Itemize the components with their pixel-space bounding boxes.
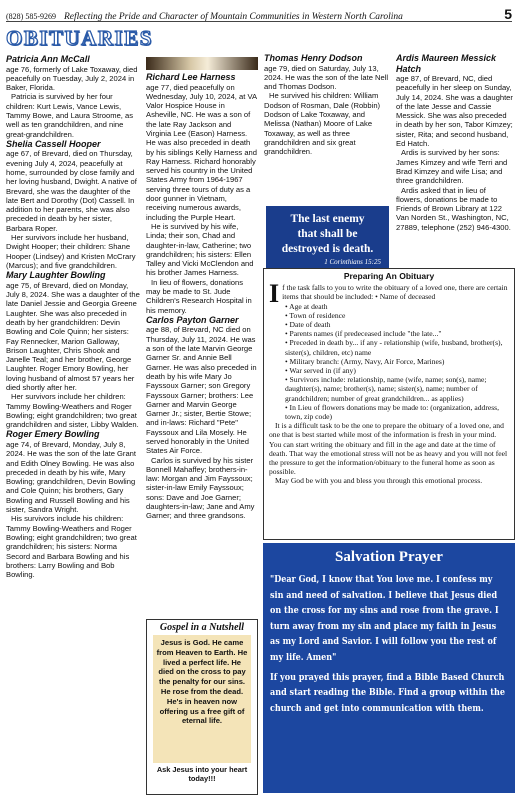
- page-header: [6, 6, 512, 22]
- gospel-box: [146, 619, 258, 795]
- obituary-text: Patricia is survived by her four children: Kurt Lewis, Vance Lewis, Tammy Bowe, and Laura Stroome, as well as ten grandchildren, and nine great-grandchildren.: [6, 92, 134, 139]
- checklist: [269, 302, 509, 422]
- checklist-item: • War served in (if any): [285, 366, 356, 376]
- gospel-body: Jesus is God. He came from Heaven to Earth. He lived a perfect life. He died on the cross to pay the penalty for our sins. He rose from the dead. He's in heaven now offering us a free gift of eternal life.: [153, 635, 251, 763]
- page-number: 5: [504, 6, 512, 22]
- obituary-name: Thomas Henry Dodson: [264, 53, 363, 63]
- obituary-name: Ardis Maureen Messick Hatch: [396, 53, 497, 74]
- obituary-column-1: [6, 54, 140, 796]
- obituary-text: age 87, of Brevard, NC, died peacefully in her sleep on Sunday, July 14, 2024. She was a daughter of the late Jesse and Cassie Messick. She was also preceded in death by her son, Tabor Kimzey; sister, Rita; and second husband, Ed Hatch.: [396, 74, 513, 149]
- salvation-prayer-box: [263, 543, 515, 793]
- obituary-name: Roger Emery Bowling: [6, 429, 100, 440]
- gospel-title: Gospel in a Nutshell: [159, 622, 245, 633]
- advice-text: It is a difficult task to be the one to prepare the obituary of a loved one, and one that is best started while most of the information is fresh in your mind. You can start writing the obituary and fill in the age and date at the time of death. That way the emotional stress will not be as heavy and you will not feel the pressure to get the information/obituary to the funeral home as soon as possible.: [269, 421, 508, 477]
- blessing-text: May God be with you and bless you through this emotional process.: [275, 476, 483, 486]
- checklist-item: • In Lieu of flowers donations may be made to: (organization, address, town, zip code): [285, 402, 500, 422]
- salvation-title: Salvation Prayer: [335, 549, 443, 565]
- photo-banner: [146, 57, 258, 70]
- tagline: Reflecting the Pride and Character of Mountain Communities in Western North Carolina: [64, 12, 403, 22]
- checklist-item: • Military branch: (Army, Navy, Air Force, Marines): [285, 356, 445, 366]
- box-title: Preparing An Obituary: [343, 271, 435, 281]
- obituary-column-2: [146, 57, 258, 617]
- drop-cap: I: [269, 279, 280, 309]
- obituary-text: Carlos is survived by his sister Bonnell Mahaffey; brothers-in-law: Morgan and Jim Fayssoux; sister-in-law Emily Fayssoux; sons: Dave and Joe Garner; daughters-in-law; Jane and Amy Garner; and three grandsons.: [146, 455, 255, 521]
- checklist-item: • Preceded in death by... if any - relationship (wife, husband, brother(s), sister(s), children, etc) name: [285, 338, 503, 357]
- section-title: OBITUARIES: [6, 26, 153, 50]
- gospel-footer: Ask Jesus into your heart today!!!: [156, 765, 248, 783]
- obituary-text: Ardis asked that in lieu of flowers, donations be made to Friends of Brown Library at 122 Van Norden St., Washington, NC, 27889, telephone (252) 946-4300.: [396, 185, 511, 232]
- prayer-text: "Dear God, I know that You love me. I confess my sin and need of salvation. I believe that Jesus died on the cross for my sins and rose from the grave. I turn away from my sin and place my faith in Jesus as my Lord and Savior. I will follow you the rest of my life. Amen": [270, 574, 499, 663]
- verse-line: that shall be: [297, 228, 358, 240]
- checklist-item: • Survivors include: relationship, name (wife, name; son(s), name; daughter(s), name; brother(s), name; sister(s), name; number of grandchildren; number of great grandchildren... as applies): [285, 375, 487, 403]
- obituary-text: age 75, of Brevard, died on Monday, July 8, 2024. She was a daughter of the late Daniel Jessie and Georgia Greene Laughter. She was also preceded in death by her grandchildren: Devin Bowling and Cole Quinn; her sisters: Fay Rennecker, Marion Galloway, Brison Laughter, Chris Shook and Janelle Teal; and her brother, George Laughter. Roger Emory Bowling, her loving husband of almost 57 years her died shortly after her.: [6, 280, 140, 392]
- obituary-text: age 77, died peacefully on Wednesday, July 10, 2024, at VA Valor Hospice House in Asheville, NC. He was a son of the late Ray Jackson and Virginia Lee (Eason) Harness. He was also preceded in death by his siblings Kelly Harness and Ray Harness. Richard honorably served his country in the United States Army from 1964-1967 serving three tours of duty as a door gunner in Vietnam, receiving numerous awards, including the Purple Heart.: [146, 82, 258, 222]
- verse-line: The last enemy: [290, 213, 365, 225]
- obituary-text: He survived his children: William Dodson of Rosman, Dale (Robbin) Dodson of Lake Toxaway, and Melissa (Nathan) Moore of Lake Toxaway, as well as three grandchildren and six great grandchildren.: [264, 91, 381, 157]
- checklist-item: • Date of death: [285, 320, 331, 330]
- obituary-text: Her survivors include her husband, Dwight Hooper; their children: Shane Hooper (Lindsey) and Kristen McCrary (Marcus); and five grandchildren.: [6, 233, 136, 270]
- intro-text: f the task falls to you to write the obituary of a loved one, there are certain items that should be included: • Name of deceased: [282, 283, 508, 302]
- obituary-text: age 76, formerly of Lake Toxaway, died peacefully on Tuesday, July 2, 2024 in Baker, Florida.: [6, 64, 138, 93]
- follow-up-text: If you prayed this prayer, find a Bible Based Church and start reading the Bible. Find a group within the church and get into communication with them.: [270, 671, 505, 714]
- obituary-column-4: [396, 53, 514, 265]
- obituary-name: Richard Lee Harness: [146, 72, 236, 82]
- preparing-obituary-box: [263, 268, 515, 540]
- verse-reference: 1 Corinthians 15:25: [324, 258, 381, 266]
- obituary-text: Ardis is survived by her sons: James Kimzey and wife Terri and Brad Kimzey and wife Lisa; and three grandchildren.: [396, 148, 508, 186]
- obituary-text: He is survived by his wife, Linda; their son, Chad and daughter-in-law, Catherine; two grandchildren; his sisters: Ellen Talley and Vicki McClendon and his brother James Harness.: [146, 221, 254, 278]
- obituary-text: age 79, died on Saturday, July 13, 2024. He was the son of the late Nell and Thomas Dodson.: [264, 63, 389, 92]
- obituary-text: age 74, of Brevard, Monday, July 8, 2024. He was the son of the late Grant and Edith Olney Bowling. He was also preceded in death by his wife, Mary Bowling; grandchildren, Devin Bowling and Cole Quinn; his brothers, Gary Bowling and Russell Bowling and his sister, Sandra Wright.: [6, 439, 137, 515]
- scripture-box: [266, 206, 389, 276]
- obituary-text: His survivors include his children: Tammy Bowling-Weathers and Roger Bowling; eight grandchildren; two great grandchildren; his sisters: Norma Secord and Barbara Bowling and his brothers: Larry Bowling and Bob Bowling.: [6, 514, 137, 580]
- obituary-column-3: [264, 53, 390, 203]
- checklist-item: • Town of residence: [285, 310, 346, 320]
- checklist-item: • Age at death: [285, 301, 328, 311]
- obituary-name: Patricia Ann McCall: [6, 54, 90, 64]
- obituary-name: Mary Laughter Bowling: [6, 270, 106, 281]
- obituary-text: In lieu of flowers, donations may be made to St. Jude Children's Research Hospital in his memory.: [146, 277, 252, 315]
- obituary-name: Shelia Cassell Hooper: [6, 138, 101, 149]
- obituary-text: age 88, of Brevard, NC died on Thursday, July 11, 2024. He was a son of the late Marvin George Garner Sr. and Annie Bell Garner. He was also preceded in death by his wife Mary Jo Fayssoux Garner; son Gregory Fayssoux Garner; brothers: Lee Garner and Marvin George Garner Jr.; sister, Bertie Stowe; and in-laws: Richard "Pete" Fayssoux and Lila Mosely. He served honorably in the United States Air Force.: [146, 325, 257, 456]
- checklist-item: • Parents names (if predeceased include "the late...": [285, 329, 442, 339]
- obituary-text: age 67, of Brevard, died on Thursday, evening July 4, 2024, peacefully at home, surrounded by close family and her loving husband, Dwight. A native of Brevard, she was the daughter of the late Bert and Dorothy (Dot) Cassell. In addition to her parents, she was also preceded in death by her sister, Barbara Roper.: [6, 149, 137, 233]
- verse-line: destroyed is death.: [281, 243, 374, 255]
- obituary-name: Carlos Payton Garner: [146, 314, 239, 325]
- phone-number: (828) 585-9269: [6, 12, 56, 21]
- obituary-text: Her survivors include her children: Tammy Bowling-Weathers and Roger Bowling; eight grandchildren; two great grandchildren and sister, Libby Walden.: [6, 392, 139, 430]
